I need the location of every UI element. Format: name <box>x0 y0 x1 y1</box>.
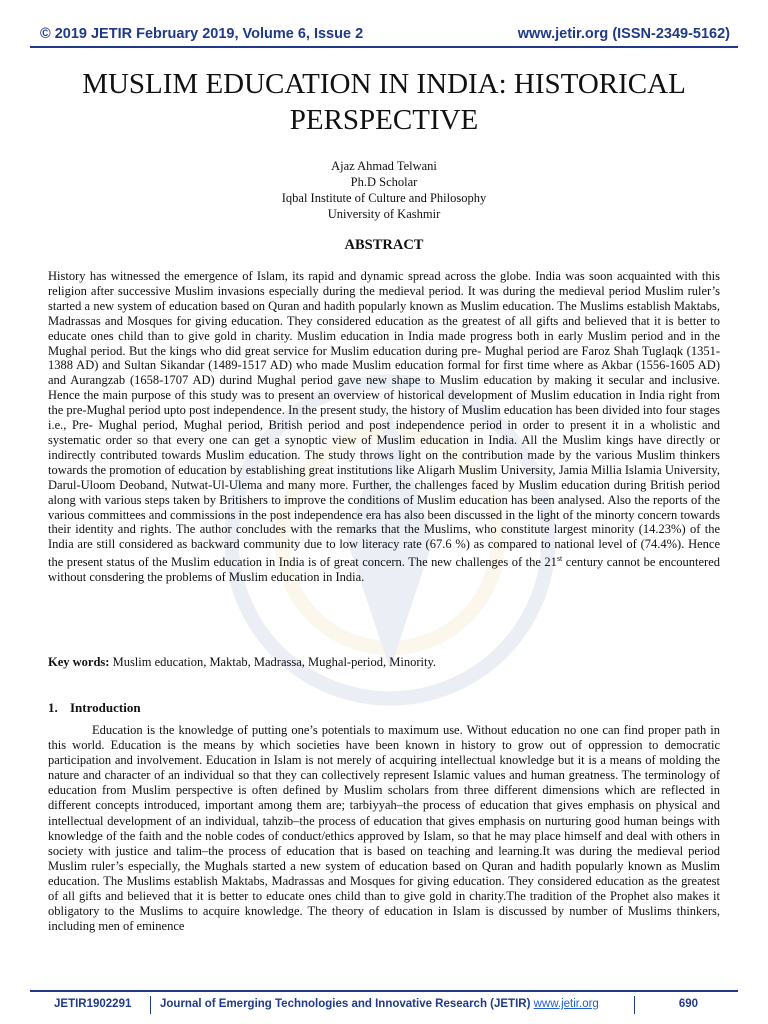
page-header <box>0 0 768 44</box>
footer-website-link[interactable]: www.jetir.org <box>533 998 599 1010</box>
introduction-paragraph: Education is the knowledge of putting one’s potentials to maximum use. Without education no one can find proper path in this world. Education is the means by which societies have been known in history to grow out of oppression to democratic participation and involvement. Education in Islam is not merely of acquiring intellectual knowledge but it is a means of molding the nature and character of an individual so that they can collectively represent Islamic values and human greatness. The terminology of education from Muslim perspective is often defined by Muslim scholars from three different dimensions which are reflected in different concepts introduced, important among them are; tarbiyyah–the process of education that gives emphasis on physical and intellectual development of an individual, tahzib–the process of education that gives emphasis on nurturing good human beings with knowledge of the faith and the noble codes of conduct/ethics approved by Islam, so that he may place himself and deal with others in society with justice and talim–the process of education that is based on teaching and learning.It was during the medieval period Muslim ruler’s especially, the Mughals started a new system of education based on Quran and hadith popularly known as Muslim education. The Muslims establish Maktabs, Madrassas and Mosques for giving education. They considered education as the greatest of all gifts and believed that it is better to educate ones child than to give gold in charity.The tradition of the Prophet also makes it obligatory to the Muslims to acquire knowledge. The theory of education in Islam is discussed by number of Muslims thinkers, including men of eminence <box>48 723 720 934</box>
footer-journal-name: Journal of Emerging Technologies and Innovative Research (JETIR) <box>160 998 531 1010</box>
header-journal-info: © 2019 JETIR February 2019, Volume 6, Issue 2 <box>40 26 364 42</box>
footer-journal <box>160 998 599 1010</box>
paper-title <box>40 66 728 138</box>
footer-separator <box>150 996 151 1014</box>
author-institute: Iqbal Institute of Culture and Philosophy <box>281 191 487 205</box>
keywords-text: Muslim education, Maktab, Madrassa, Mughal-period, Minority. <box>109 655 437 669</box>
abstract-paragraph <box>48 269 720 585</box>
section-heading-introduction <box>48 700 720 716</box>
section-title: Introduction <box>70 700 141 715</box>
page-footer <box>30 996 738 1016</box>
footer-rule <box>30 990 738 992</box>
keywords-line <box>48 655 720 670</box>
author-block <box>40 158 728 222</box>
header-rule <box>30 46 738 48</box>
header-website-issn[interactable]: www.jetir.org (ISSN-2349-5162) <box>517 26 730 42</box>
footer-article-id: JETIR1902291 <box>54 998 132 1010</box>
section-number: 1. <box>48 700 58 715</box>
footer-separator-2 <box>634 996 635 1014</box>
title-line-1: MUSLIM EDUCATION IN INDIA: HISTORICAL <box>82 68 686 100</box>
keywords-label: Key words: <box>48 655 110 669</box>
abstract-text: History has witnessed the emergence of Islam, its rapid and dynamic spread across the globe. India was soon acquainted with this religion after successive Muslim invasions especially during the medieval period. It was during the medieval period Muslim ruler’s started a new system of education based on Quran and hadith popularly known as Muslim education. The Muslims establish Maktabs, Madrassas and Mosques for giving education. They considered education as the greatest of all gifts and believed that it is better to educate ones child than to give gold in charity. Muslim education in India made progress both in early Muslim period and in the Mughal period. But the kings who did great service for Muslim education during pre- Mughal period are Faroz Shah Tuglaqk (1351-1388 AD) and Sultan Sikandar (1489-1517 AD) who made Muslim education formal for first time where as Akbar (1556-1605 AD) and Aurangzab (1658-1707 AD) durind Mughal period gave new shape to Muslim education by making it secular and inclusive. Hence the main purpose of this study was to present an overview of historical development of Muslim education in India right from the pre-Mughal period upto post independence. In the present study, the history of Muslim education has been divided into four stages i.e., Pre- Mughal period, Mughal period, British period and post independence period in order to present it in a wholistic and systematic order so that every one can get a synoptic view of Muslim education in India. All the Muslim kings have directly or indirectly contributed towards Muslim education. The study throws light on the contribution made by the various Muslim thinkers towards the promotion of education by establishing great institutions like Aligarh Muslim University, Jamia Millia Islamia University, Darul-Uloom Deoband, Nutwat-Ul-Ulema and many more. Further, the challenges faced by Muslim education during British period along with various steps taken by Britishers to improve the conditions of Muslim education has been analysed. Also the reports of the various committees and commissions in the post independence era has also been discussed in the light of the minorty concern towards their identity and rights. The author concludes with the remarks that the Muslims, who constitute largest minority (14.23%) of the India are still considered as backward community due to low literacy rate (67.6 %) as compared to national level of (74.4%). Hence the present status of the Muslim education in India is of great concern. The new challenges of the 21 <box>48 269 720 570</box>
footer-page-number: 690 <box>678 998 698 1010</box>
title-line-2: PERSPECTIVE <box>289 104 479 136</box>
abstract-text-tail: century cannot be encountered without consdering the problems of Muslim education in India. <box>48 555 720 585</box>
author-role: Ph.D Scholar <box>350 175 418 189</box>
abstract-superscript: st <box>556 554 563 564</box>
author-name: Ajaz Ahmad Telwani <box>331 159 437 173</box>
abstract-heading: ABSTRACT <box>344 237 424 253</box>
author-university: University of Kashmir <box>327 207 441 221</box>
